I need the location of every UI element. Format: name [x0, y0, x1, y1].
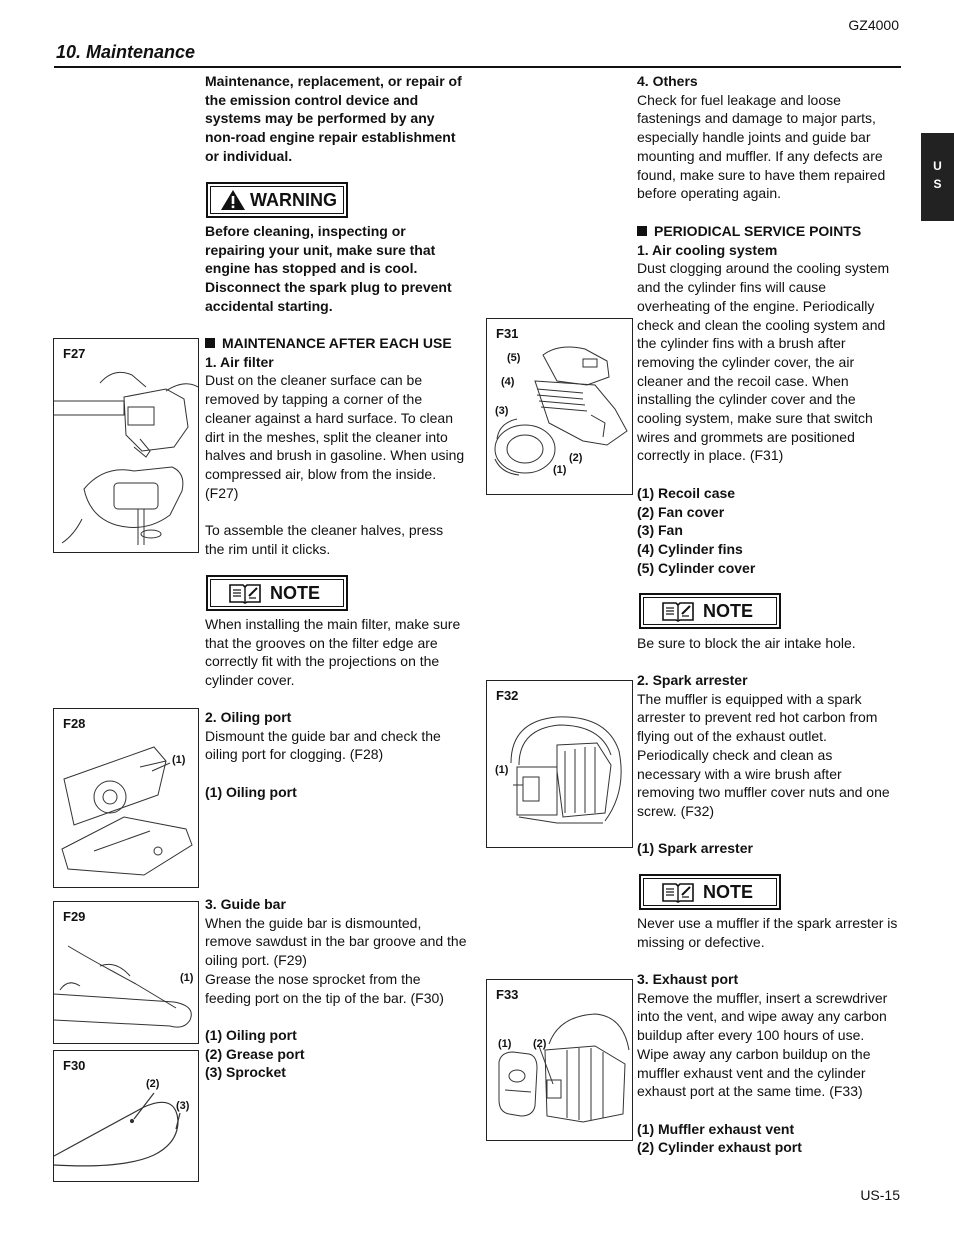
air-filter-illustration — [54, 339, 198, 552]
text-line: the cylinder fins with a brush after — [637, 335, 846, 352]
others-section — [637, 72, 885, 203]
exhaust-port-illustration — [487, 980, 632, 1140]
note-text — [637, 634, 856, 653]
part-label: (4) Cylinder fins — [637, 540, 743, 557]
text-line: Dust clogging around the cooling system — [637, 260, 890, 277]
part-label: (3) Sprocket — [205, 1064, 286, 1081]
part-label: (1) Muffler exhaust vent — [637, 1120, 795, 1137]
text-line: fastenings and damage to major parts, — [637, 110, 876, 127]
text-line: buildup after every 100 hours of use. — [637, 1027, 865, 1044]
text-line: dirt in the meshes, split the cleaner into — [205, 428, 448, 445]
text-line: wires and grommets are positioned — [637, 428, 855, 445]
note-book-icon — [661, 600, 695, 622]
text-line: cooling system, make sure that switch — [637, 410, 873, 427]
text-line: necessary with a wire brush after — [637, 765, 842, 782]
text-line: overheating of the engine. Periodically — [637, 297, 875, 314]
figure-f28 — [53, 708, 199, 888]
text-line: removing two muffler cover nuts and one — [637, 784, 890, 801]
text-line: Before cleaning, inspecting or — [205, 223, 406, 239]
part-label: (2) Grease port — [205, 1045, 305, 1062]
note-label: NOTE — [703, 600, 754, 621]
square-bullet-icon — [637, 226, 647, 236]
note-book-icon — [661, 881, 695, 903]
spark-arrester-title: 2. Spark arrester — [637, 672, 748, 688]
model-number: GZ4000 — [848, 17, 899, 33]
text-line: remove sawdust in the bar groove and the — [205, 933, 467, 950]
text-line: Check for fuel leakage and loose — [637, 91, 841, 108]
square-bullet-icon — [205, 338, 215, 348]
text-line: The muffler is equipped with a spark — [637, 690, 862, 707]
others-title: 4. Others — [637, 73, 698, 89]
exhaust-port-section — [637, 970, 887, 1157]
text-line: accidental starting. — [205, 297, 333, 314]
text-line: repairing your unit, make sure that — [205, 241, 436, 258]
language-tab[interactable] — [921, 133, 954, 221]
text-line: engine has stopped and is cool. — [205, 260, 418, 277]
text-line: When installing the main filter, make sure — [205, 616, 461, 632]
text-line: (F27) — [205, 484, 239, 501]
spark-arrester-illustration — [487, 681, 632, 847]
figure-f29 — [53, 901, 199, 1044]
figure-label: F27 — [63, 346, 86, 361]
text-line: Disconnect the spark plug to prevent — [205, 279, 452, 296]
part-label: (2) Fan cover — [637, 503, 725, 520]
text-line: especially handle joints and guide bar — [637, 129, 871, 146]
text-line: Be sure to block the air intake hole. — [637, 635, 856, 651]
callout-1: (1) — [495, 764, 509, 776]
note-label: NOTE — [270, 582, 321, 603]
figure-f27 — [53, 338, 199, 553]
callout-1: (1) — [180, 972, 194, 984]
text-line: exhaust port at the same time. (F33) — [637, 1083, 863, 1100]
text-line: or individual. — [205, 147, 293, 164]
oiling-port-illustration — [54, 709, 198, 887]
note-badge — [639, 593, 781, 629]
note-badge — [206, 575, 348, 611]
figure-f33 — [486, 979, 633, 1141]
part-label: (1) Oiling port — [205, 1026, 297, 1043]
text-line: and the cylinder fins will cause — [637, 279, 827, 296]
warning-text — [205, 222, 452, 316]
figure-f32 — [486, 680, 633, 848]
text-line: arrester to prevent red hot carbon from — [637, 709, 878, 726]
callout-1: (1) — [498, 1038, 512, 1050]
part-label: (5) Cylinder cover — [637, 559, 756, 576]
callout-2: (2) — [533, 1038, 547, 1050]
text-line: mounting and muffler. If any defects are — [637, 147, 883, 164]
warning-badge — [206, 182, 348, 218]
note-text — [205, 615, 460, 690]
text-line: To assemble the cleaner halves, press — [205, 522, 444, 539]
oiling-port-section — [205, 708, 441, 802]
text-line: screw. (F32) — [637, 802, 715, 819]
figure-label: F29 — [63, 909, 86, 924]
guide-bar-title: 3. Guide bar — [205, 896, 286, 912]
callout-2: (2) — [569, 452, 583, 464]
part-label: (3) Fan — [637, 522, 683, 539]
text-line: When the guide bar is dismounted, — [205, 914, 422, 931]
text-line: before operating again. — [637, 185, 781, 202]
text-line: missing or defective. — [637, 933, 765, 950]
periodical-heading: PERIODICAL SERVICE POINTS — [637, 222, 889, 241]
warning-triangle-icon — [220, 189, 246, 211]
part-label: (1) Oiling port — [205, 783, 297, 800]
text-line: muffler exhaust vent and the cylinder — [637, 1064, 866, 1081]
text-line: removing the cylinder cover, the air — [637, 353, 855, 370]
text-line: cleaner against a hard surface. To clean — [205, 409, 454, 426]
callout-5: (5) — [507, 352, 521, 364]
part-label: (2) Cylinder exhaust port — [637, 1139, 802, 1156]
tab-letter: U — [933, 159, 942, 173]
guide-bar-section — [205, 895, 467, 1082]
text-line: Remove the muffler, insert a screwdriver — [637, 989, 888, 1006]
figure-label: F28 — [63, 716, 86, 731]
note-label: NOTE — [703, 881, 754, 902]
callout-1: (1) — [172, 754, 186, 766]
text-line: compressed air, blow from the inside. — [205, 465, 437, 482]
text-line: Grease the nose sprocket from the — [205, 970, 421, 987]
text-line: correctly fit with the projections on the — [205, 653, 440, 670]
callout-2: (2) — [146, 1078, 160, 1090]
text-line: oiling port. (F29) — [205, 952, 307, 969]
figure-label: F32 — [496, 688, 519, 703]
figure-label: F30 — [63, 1058, 86, 1073]
callout-3: (3) — [495, 405, 509, 417]
periodical-section — [637, 222, 889, 577]
part-label: (1) Recoil case — [637, 484, 736, 501]
callout-3: (3) — [176, 1100, 190, 1112]
callout-1: (1) — [553, 464, 567, 476]
cooling-system-illustration — [487, 319, 632, 494]
callout-4: (4) — [501, 376, 515, 388]
maintenance-heading: MAINTENANCE AFTER EACH USE — [205, 334, 464, 353]
text-line: Periodically check and clean as — [637, 746, 833, 763]
spark-arrester-section — [637, 671, 890, 858]
text-line: installing the cylinder cover and the — [637, 391, 856, 408]
text-line: oiling port for clogging. (F28) — [205, 746, 384, 763]
figure-f30 — [53, 1050, 199, 1182]
text-line: cylinder cover. — [205, 672, 295, 689]
text-line: cleaner and the recoil case. When — [637, 372, 849, 389]
part-label: (1) Spark arrester — [637, 840, 753, 857]
text-line: Maintenance, replacement, or repair of — [205, 73, 462, 89]
figure-f31 — [486, 318, 633, 495]
text-line: the emission control device and — [205, 91, 419, 108]
text-line: correctly in place. (F31) — [637, 447, 784, 464]
text-line: feeding port on the tip of the bar. (F30) — [205, 989, 444, 1006]
maintenance-after-use — [205, 334, 464, 558]
text-line: Wipe away any carbon buildup on the — [637, 1045, 871, 1062]
text-line: that the grooves on the filter edge are — [205, 634, 438, 651]
guide-bar-cleaning-illustration — [54, 902, 198, 1043]
oiling-port-title: 2. Oiling port — [205, 709, 292, 725]
text-line: non-road engine repair establishment — [205, 129, 456, 146]
text-line: systems may be performed by any — [205, 110, 435, 127]
figure-label: F33 — [496, 987, 519, 1002]
text-line: removed by tapping a corner of the — [205, 391, 423, 408]
text-line: Dismount the guide bar and check the — [205, 727, 441, 744]
page-number: US-15 — [860, 1187, 900, 1203]
text-line: Never use a muffler if the spark arrester is — [637, 915, 898, 931]
emission-intro — [205, 72, 462, 166]
text-line: into the vent, and wipe away any carbon — [637, 1008, 887, 1025]
tab-letter: S — [933, 177, 942, 191]
title-rule — [54, 66, 901, 68]
guide-bar-nose-illustration — [54, 1051, 198, 1181]
figure-label: F31 — [496, 326, 519, 341]
note-text — [637, 914, 897, 951]
text-line: flying out of the exhaust outlet. — [637, 728, 827, 745]
text-line: the rim until it clicks. — [205, 540, 331, 557]
text-line: check and clean the cooling system and — [637, 316, 886, 333]
note-book-icon — [228, 582, 262, 604]
text-line: Dust on the cleaner surface can be — [205, 372, 423, 389]
air-cooling-title: 1. Air cooling system — [637, 241, 778, 258]
text-line: halves and brush in gasoline. When using — [205, 447, 465, 464]
warning-label: WARNING — [250, 189, 337, 210]
exhaust-port-title: 3. Exhaust port — [637, 971, 739, 987]
air-filter-title: 1. Air filter — [205, 353, 274, 370]
section-title: 10. Maintenance — [56, 42, 196, 62]
note-badge — [639, 874, 781, 910]
text-line: found, make sure to have them repaired — [637, 166, 886, 183]
